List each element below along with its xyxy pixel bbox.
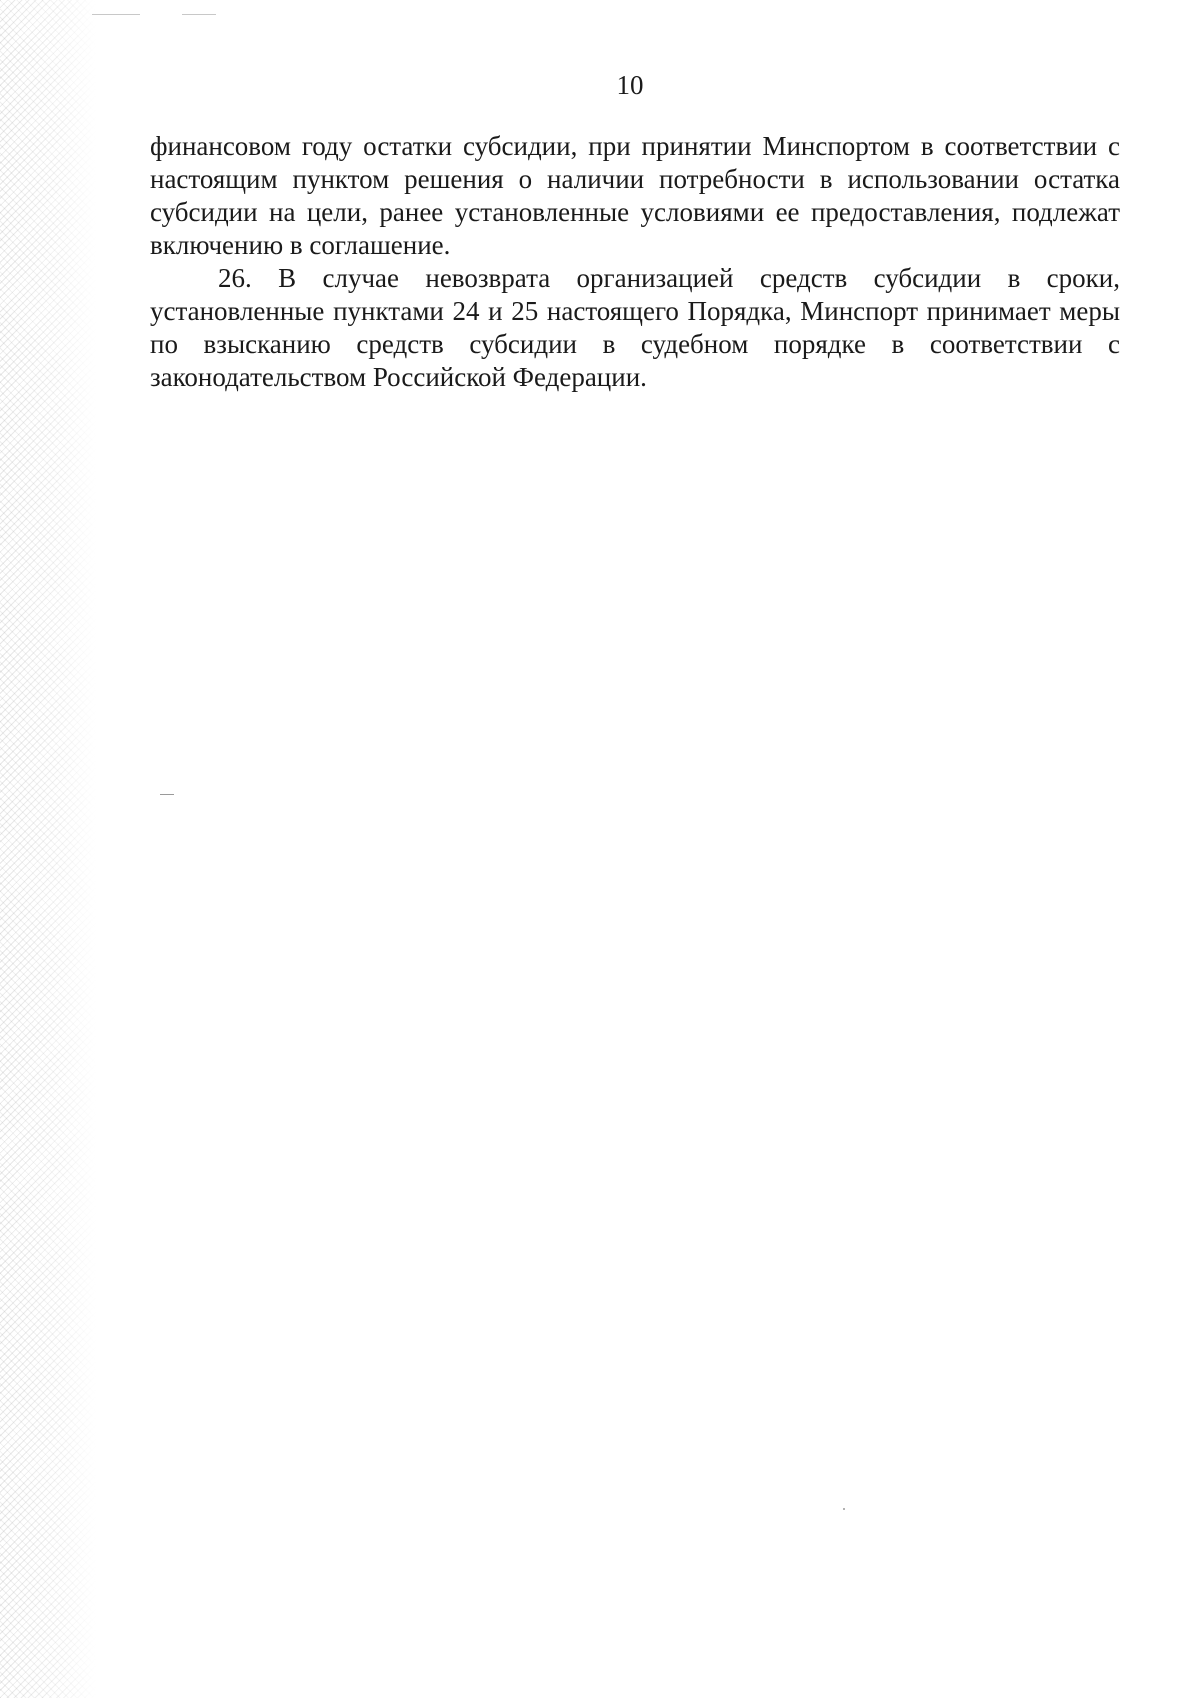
document-body <box>150 130 1120 394</box>
scan-artifact <box>182 14 216 15</box>
scan-binding-edge <box>0 0 96 1698</box>
scan-artifact <box>843 1508 845 1510</box>
paragraph-continuation: финансовом году остатки субсидии, при принятии Минспортом в соответствии с настоящим пунктом решения о наличии потребности в использовании остатка субсидии на цели, ранее установленные условиями ее предоставления, подлежат включению в соглашение. <box>150 131 1120 260</box>
scan-artifact <box>92 14 140 15</box>
scan-artifact <box>160 794 174 795</box>
paragraph-clause-26: 26. В случае невозврата организацией средств субсидии в сроки, установленные пунктами 24 и 25 настоящего Порядка, Минспорт принимает меры по взысканию средств субсидии в судебном порядке в соответствии с законодательством Российской Федерации. <box>150 263 1120 392</box>
page-number: 10 <box>616 70 644 100</box>
